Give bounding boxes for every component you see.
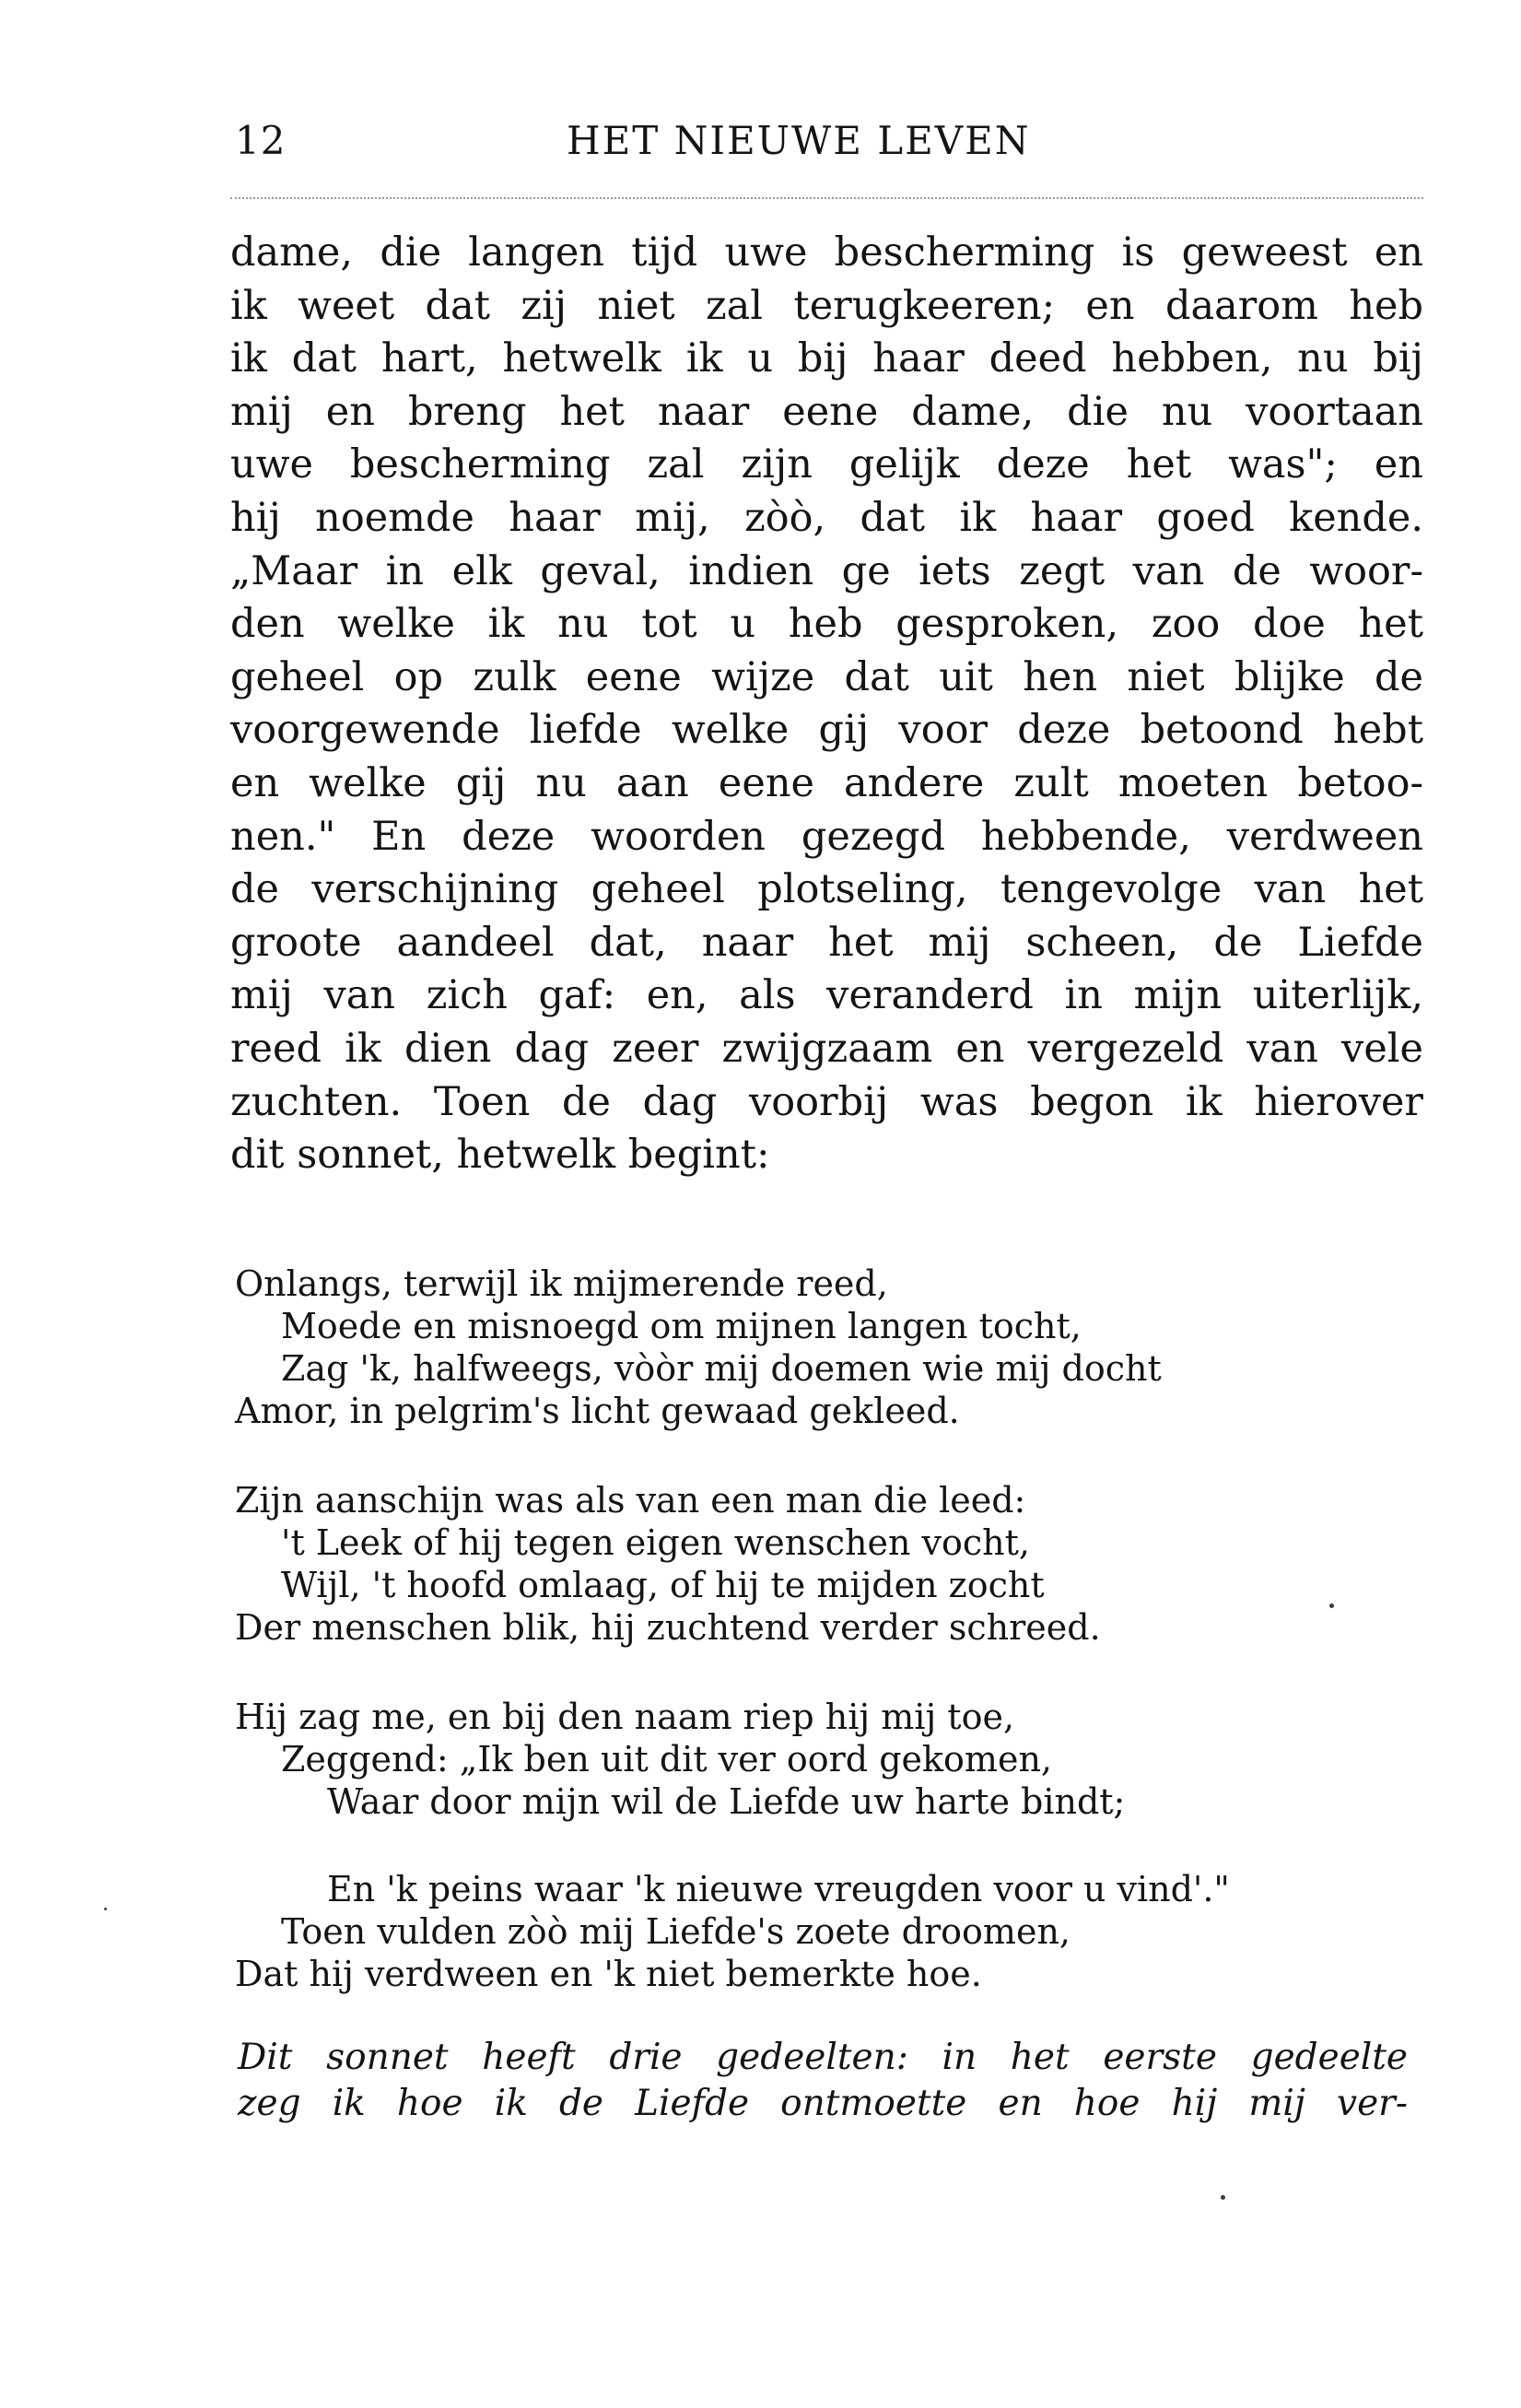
print-speck [104,1908,107,1910]
commentary-line: zeg ik hoe ik de Liefde ontmoette en hoe hij mij ver- [238,2083,1408,2124]
poem-line: En 'k peins waar 'k nieuwe vreugden voor u vind'." [327,1869,1230,1909]
print-speck [1329,1603,1334,1608]
poem-line: Moede en misnoegd om mijnen langen tocht, [281,1306,1082,1346]
poem-stanza-2 [235,1479,1433,1649]
prose-line: voorgewende liefde welke gij voor deze betoond hebt [230,707,1423,754]
prose-line: groote aandeel dat, naar het mij scheen, de Liefde [230,919,1423,966]
prose-line: uwe bescherming zal zijn gelijk deze het was"; en [230,441,1423,488]
poem-stanza-4 [235,1868,1433,1995]
prose-line: „Maar in elk geval, indien ge iets zegt van de woor- [230,547,1423,594]
page-number: 12 [235,118,287,163]
poem-line: Der menschen blik, hij zuchtend verder schreed. [235,1607,1101,1648]
prose-line: den welke ik nu tot u heb gesproken, zoo doe het [230,601,1423,648]
print-speck [1221,2195,1225,2200]
prose-line: mij en breng het naar eene dame, die nu voortaan [230,388,1423,435]
prose-line: dame, die langen tijd uwe bescherming is geweest en [230,229,1423,276]
prose-line: reed ik dien dag zeer zwijgzaam en vergezeld van vele [230,1025,1423,1072]
poem-line: 't Leek of hij tegen eigen wenschen vocht, [281,1522,1030,1563]
prose-line: ik weet dat zij niet zal terugkeeren; en daarom heb [230,282,1423,329]
poem-line: Amor, in pelgrim's licht gewaad gekleed. [235,1391,960,1431]
commentary-paragraph [238,2035,1408,2127]
commentary-line: Dit sonnet heeft drie gedeelten: in het eerste gedeelte [238,2037,1408,2078]
poem-line: Wijl, 't hoofd omlaag, of hij te mijden zocht [281,1565,1045,1605]
poem-line: Toen vulden zòò mij Liefde's zoete droomen, [281,1911,1071,1952]
poem-line: Onlangs, terwijl ik mijmerende reed, [235,1263,888,1304]
running-head [235,118,1423,173]
prose-line: nen." En deze woorden gezegd hebbende, verdween [230,813,1423,860]
header-rule [230,197,1423,199]
prose-line: ik dat hart, hetwelk ik u bij haar deed hebben, nu bij [230,335,1423,382]
prose-line: zuchten. Toen de dag voorbij was begon ik hierover [230,1078,1423,1125]
prose-line: hij noemde haar mij, zòò, dat ik haar goed kende. [230,494,1423,541]
poem-line: Waar door mijn wil de Liefde uw harte bindt; [327,1781,1126,1822]
prose-paragraph [230,227,1423,1182]
poem-stanza-1 [235,1263,1433,1432]
poem-line: Zeggend: „Ik ben uit dit ver oord gekomen, [281,1739,1053,1780]
poem-line: Zag 'k, halfweegs, vòòr mij doemen wie mij docht [281,1348,1162,1389]
poem-line: Hij zag me, en bij den naam riep hij mij toe, [235,1697,1015,1737]
prose-line: geheel op zulk eene wijze dat uit hen niet blijke de [230,653,1423,700]
prose-line: de verschijning geheel plotseling, tengevolge van het [230,866,1423,913]
prose-line: dit sonnet, hetwelk begint: [230,1132,770,1179]
poem-line: Zijn aanschijn was als van een man die leed: [235,1480,1026,1521]
poem-line: Dat hij verdween en 'k niet bemerkte hoe. [235,1954,982,1994]
prose-line: en welke gij nu aan eene andere zult moeten betoo- [230,759,1423,806]
prose-line: mij van zich gaf: en, als veranderd in mijn uiterlijk, [230,972,1423,1019]
running-title: HET NIEUWE LEVEN [567,118,1031,163]
poem-stanza-3 [235,1696,1433,1823]
